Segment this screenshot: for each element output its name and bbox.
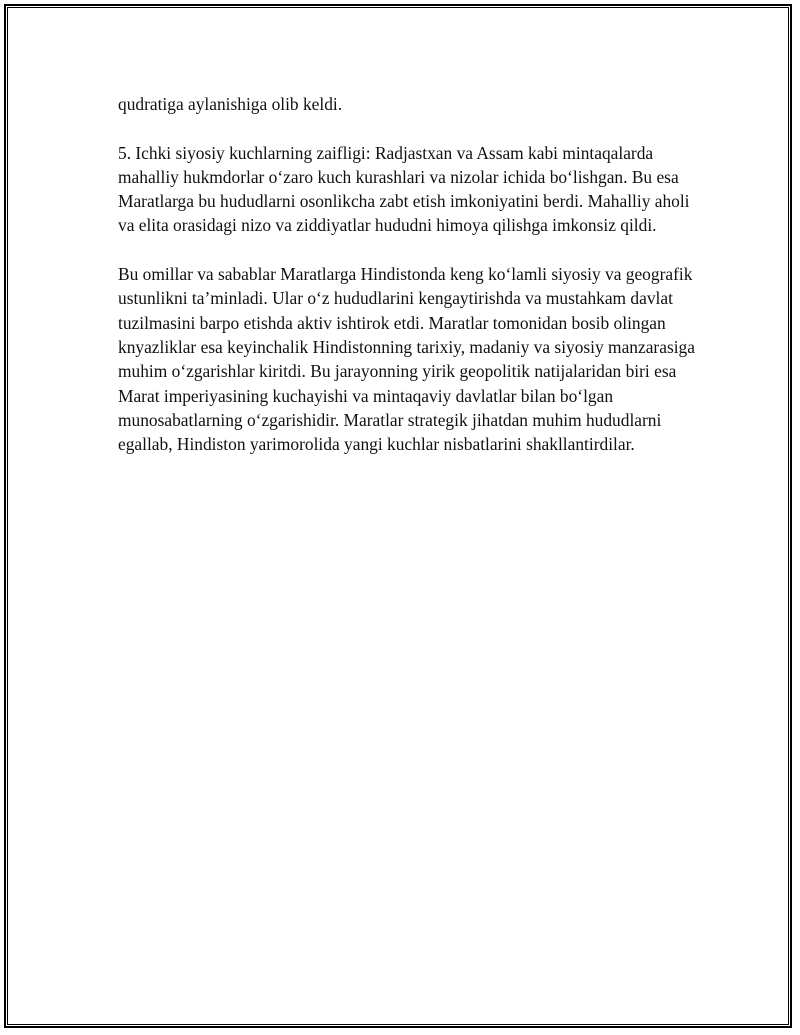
- paragraph-continuation: qudratiga aylanishiga olib keldi.: [118, 94, 343, 114]
- paragraph-point-5: 5. Ichki siyosiy kuchlarning zaifligi: Radjastxan va Assam kabi mintaqalarda mahalliy hukmdorlar o‘zaro kuch kurashlari va nizolar ichida bo‘lishgan. Bu esa Maratlarga bu hududlarni osonlikcha zabt etish imkoniyatini berdi. Mahalliy aholi va elita orasidagi nizo va ziddiyatlar hududni himoya qilishga imkonsiz qildi.: [118, 142, 690, 236]
- document-body: [118, 92, 698, 481]
- paragraph-conclusion: Bu omillar va sabablar Maratlarga Hindistonda keng ko‘lamli siyosiy va geografik ustunlikni ta’minladi. Ular o‘z hududlarini kengaytirishda va mustahkam davlat tuzilmasini barpo etishda aktiv ishtirok etdi. Maratlar tomonidan bosib olingan knyazliklar esa keyinchalik Hindistonning tarixiy, madaniy va siyosiy manzarasiga muhim o‘zgarishlar kiritdi. Bu jarayonning yirik geopolitik natijalaridan biri esa Marat imperiyasining kuchayishi va mintaqaviy davlatlar bilan bo‘lgan munosabatlarning o‘zgarishidir. Maratlar strategik jihatdan muhim hududlarni egallab, Hindiston yarimorolida yangi kuchlar nisbatlarini shakllantirdilar.: [118, 264, 695, 455]
